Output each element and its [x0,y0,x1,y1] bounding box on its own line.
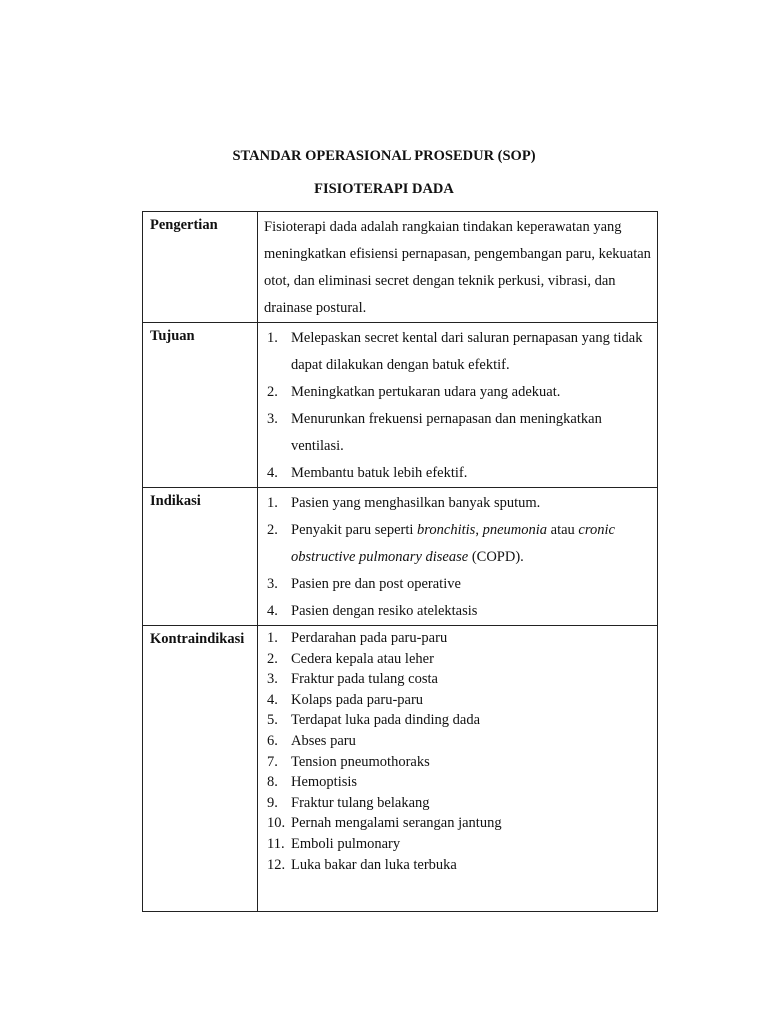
list-number: 6. [267,732,278,749]
list-item-text: Pasien pre dan post operative [291,576,461,592]
list-item [264,628,651,649]
row-content-tujuan [258,323,658,488]
list-number: 2. [267,384,278,400]
list-item-text: Tension pneumothoraks [291,753,430,770]
list-item [264,813,651,834]
list-item [264,571,651,598]
list-item-text: Pernah mengalami serangan jantung [291,815,502,832]
list-number: 12. [267,856,286,873]
list-item [264,490,651,517]
list-number: 3. [267,411,278,427]
list-item [264,752,651,773]
list-item-text: Meningkatkan pertukaran udara yang adekuat. [291,384,561,400]
list-number: 4. [267,603,278,619]
list-number: 1. [267,630,278,646]
list-item-text: Menurunkan frekuensi pernapasan dan meningkatkan ventilasi. [291,411,602,454]
list-item [264,793,651,814]
list-number: 1. [267,495,278,511]
list-item [264,406,651,460]
list-item [264,517,651,571]
list-item [264,325,651,379]
list-item-text: Membantu batuk lebih efektif. [291,465,468,481]
list-number: 3. [267,576,278,592]
list-item [264,834,651,855]
pengertian-text: Fisioterapi dada adalah rangkaian tindakan keperawatan yang meningkatkan efisiensi pernapasan, pengembangan paru, kekuatan otot, dan eliminasi secret dengan teknik perkusi, vibrasi, dan drainase postural. [264,219,651,316]
list-item-term: pneumonia [482,522,548,538]
list-item [264,731,651,752]
list-item [264,772,651,793]
list-item-text-part: atau [547,522,579,538]
list-item [264,379,651,406]
table-row-tujuan [143,323,658,488]
list-item-text: Perdarahan pada paru-paru [291,630,448,646]
list-item-term: bronchitis [417,522,476,538]
list-item [264,710,651,731]
list-number: 10. [267,815,286,832]
list-number: 2. [267,650,278,667]
list-item-text: Pasien dengan resiko atelektasis [291,603,478,619]
list-number: 2. [267,522,278,538]
list-item-text: Fraktur tulang belakang [291,794,430,811]
table-row-kontraindikasi [143,626,658,912]
list-item [264,690,651,711]
list-number: 9. [267,794,278,811]
table-row-indikasi [143,488,658,626]
row-content-pengertian [258,212,658,323]
list-item-text: Abses paru [291,732,356,749]
list-number: 1. [267,330,278,346]
list-item [264,855,651,876]
list-item [264,460,651,487]
list-item [264,598,651,625]
list-item-text: Fraktur pada tulang costa [291,671,438,688]
list-item [264,649,651,670]
row-label-pengertian: Pengertian [143,212,258,323]
row-label-kontraindikasi: Kontraindikasi [143,626,258,912]
list-item [264,669,651,690]
list-number: 8. [267,774,278,791]
list-number: 4. [267,691,278,708]
list-item-text-part: Penyakit paru seperti [291,522,418,538]
list-number: 11. [267,835,285,852]
list-item-text: Terdapat luka pada dinding dada [291,712,481,729]
list-item-text: Emboli pulmonary [291,835,401,852]
list-item-text-part: (COPD). [468,549,524,565]
list-number: 7. [267,753,278,770]
list-item-term: cronic obstructive pulmonary disease [291,522,615,565]
list-number: 4. [267,465,278,481]
table-row-pengertian [143,212,658,323]
document-title: STANDAR OPERASIONAL PROSEDUR (SOP) [232,148,536,164]
indikasi-list [264,490,651,625]
list-item-text: Pasien yang menghasilkan banyak sputum. [291,495,541,511]
document-subtitle: FISIOTERAPI DADA [314,181,454,197]
list-item-text-part: , [475,522,483,538]
list-number: 3. [267,671,278,688]
list-item-text: Kolaps pada paru-paru [291,691,424,708]
row-content-indikasi [258,488,658,626]
list-item-text: Hemoptisis [291,774,358,791]
list-item-text: Melepaskan secret kental dari saluran pernapasan yang tidak dapat dilakukan dengan batuk efektif. [291,330,643,373]
list-number: 5. [267,712,278,729]
row-label-tujuan: Tujuan [143,323,258,488]
row-label-indikasi: Indikasi [143,488,258,626]
sop-table [142,211,658,912]
list-item-text: Cedera kepala atau leher [291,650,434,667]
row-content-kontraindikasi [258,626,658,912]
kontraindikasi-list [264,628,651,875]
tujuan-list [264,325,651,487]
list-item-text: Luka bakar dan luka terbuka [291,856,457,873]
